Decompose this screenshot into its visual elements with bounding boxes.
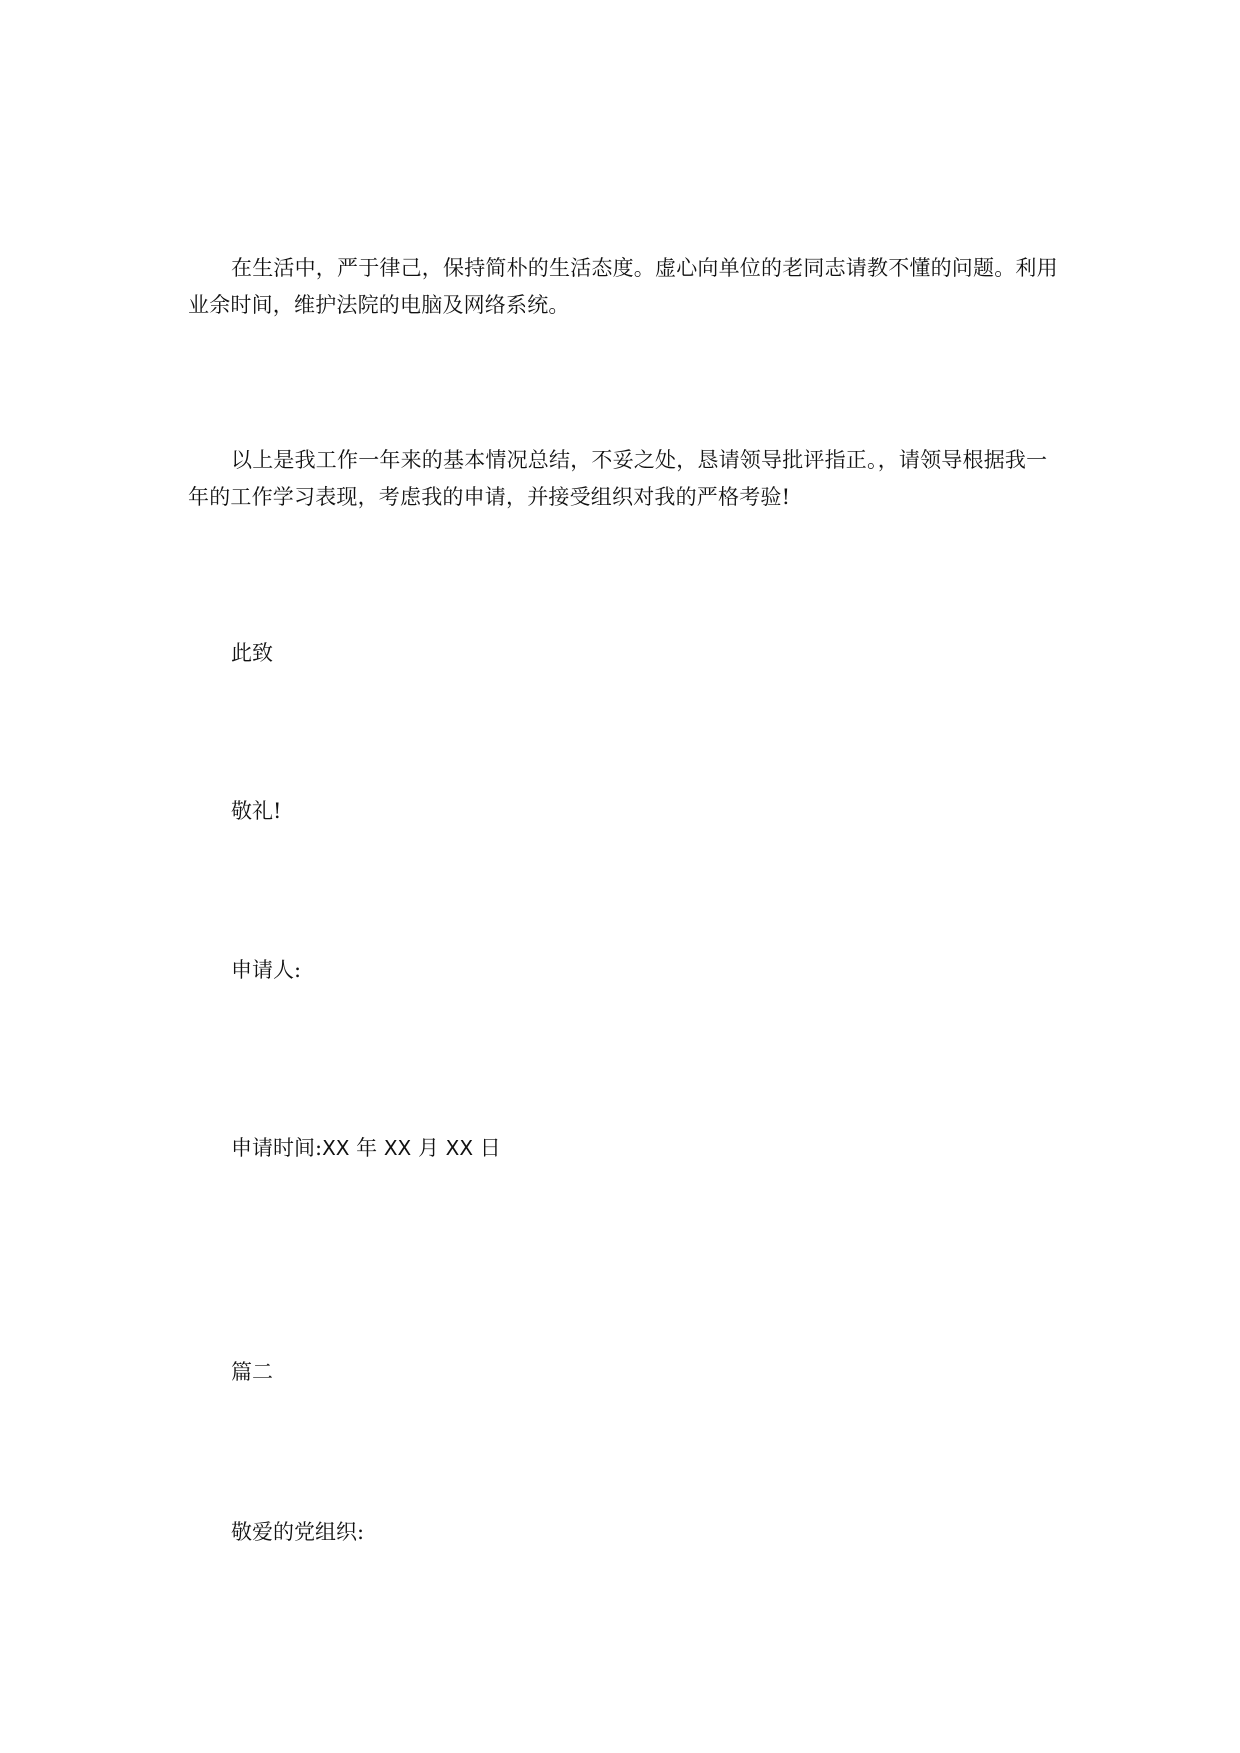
section-heading: 篇二 — [231, 1360, 273, 1384]
date-year-value: XX — [322, 1136, 350, 1160]
date-day-unit: 日 — [479, 1136, 501, 1160]
date-month-value: XX — [383, 1136, 412, 1160]
greeting-text: 敬爱的党组织: — [231, 1520, 365, 1544]
applicant-label: 申请人: — [231, 958, 302, 982]
date-month-unit: 月 — [417, 1136, 439, 1160]
date-year-unit: 年 — [356, 1136, 378, 1160]
closing-text: 此致 — [231, 641, 273, 665]
paragraph-summary: 以上是我工作一年来的基本情况总结，不妥之处，恳请领导批评指正。，请领导根据我一年的工作学习表现，考虑我的申请，并接受组织对我的严格考验! — [188, 448, 1048, 509]
date-label: 申请时间: — [231, 1136, 323, 1160]
application-date-line — [231, 1133, 501, 1163]
paragraph-life-attitude: 在生活中，严于律己，保持简朴的生活态度。虚心向单位的老同志请教不懂的问题。利用业余时间，维护法院的电脑及网络系统。 — [188, 256, 1058, 317]
date-day-value: XX — [445, 1136, 474, 1160]
salute-text: 敬礼! — [231, 799, 282, 823]
